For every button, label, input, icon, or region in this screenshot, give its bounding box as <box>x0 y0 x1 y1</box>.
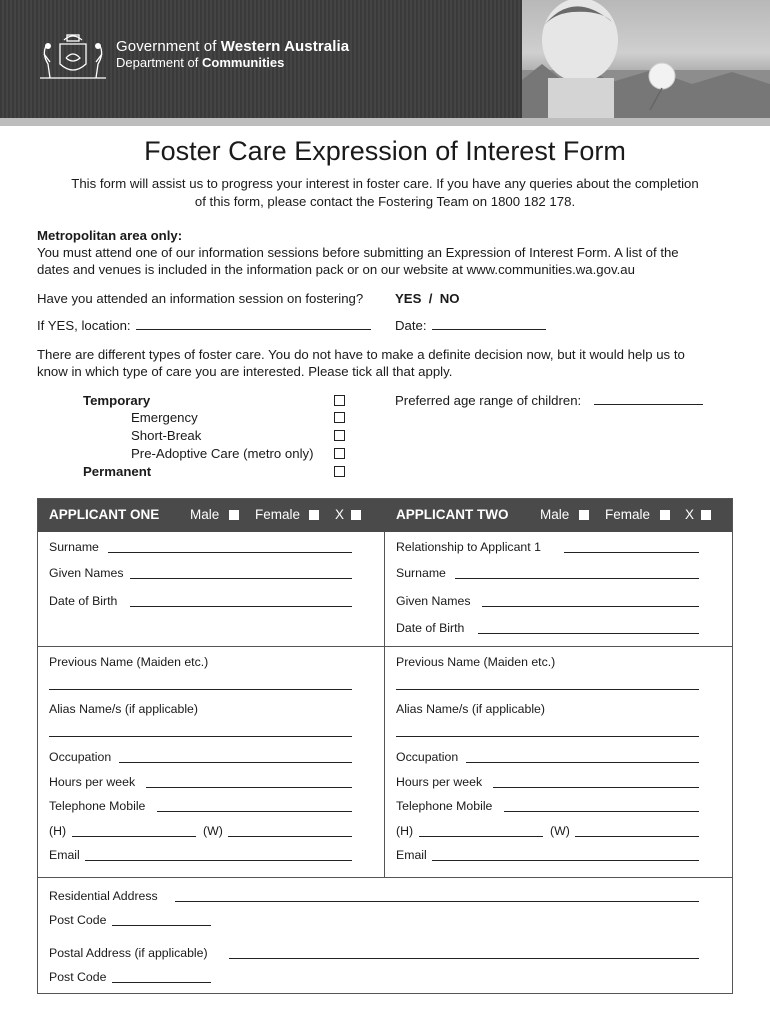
a1-dob-label: Date of Birth <box>49 594 118 608</box>
a1-given-names-label: Given Names <box>49 566 124 580</box>
applicant-two-heading: APPLICANT TWO <box>396 507 509 522</box>
post-code-label: Post Code <box>49 913 107 927</box>
applicant-one-male-label: Male <box>190 507 220 522</box>
government-title: Government of Western Australia <box>116 38 350 55</box>
applicant-one-female-label: Female <box>255 507 301 522</box>
a2-alias-label: Alias Name/s (if applicable) <box>396 702 545 716</box>
applicant-one-female-checkbox[interactable] <box>309 510 319 520</box>
page-title: Foster Care Expression of Interest Form <box>144 136 626 166</box>
applicant-two-female-label: Female <box>605 507 651 522</box>
a1-surname-field[interactable] <box>108 552 352 553</box>
a1-work-field[interactable] <box>228 836 352 837</box>
a1-surname-label: Surname <box>49 540 99 554</box>
applicant-two-x-label: X <box>685 507 695 522</box>
applicant-two-female-checkbox[interactable] <box>660 510 670 520</box>
applicant-two-male-checkbox[interactable] <box>579 510 589 520</box>
post-code-field[interactable] <box>112 925 211 926</box>
location-field[interactable] <box>136 329 371 330</box>
applicant-one-x-label: X <box>335 507 345 522</box>
temporary-label: Temporary <box>83 393 151 408</box>
a2-previous-name-field[interactable] <box>396 689 699 690</box>
column-divider <box>384 532 385 877</box>
residential-address-label: Residential Address <box>49 889 158 903</box>
session-yes-no[interactable]: YES / NO <box>395 291 460 306</box>
postal-post-code-field[interactable] <box>112 982 211 983</box>
a2-email-field[interactable] <box>432 860 699 861</box>
a1-dob-field[interactable] <box>130 606 352 607</box>
a2-occupation-field[interactable] <box>466 762 699 763</box>
a1-occupation-label: Occupation <box>49 750 112 764</box>
a2-surname-label: Surname <box>396 566 446 580</box>
a2-mobile-label: Telephone Mobile <box>396 799 493 813</box>
a1-mobile-label: Telephone Mobile <box>49 799 146 813</box>
a1-email-label: Email <box>49 848 80 862</box>
types-text-line2: know in which type of care you are interested. Please tick all that apply. <box>37 364 453 379</box>
a1-home-field[interactable] <box>72 836 196 837</box>
applicant-one-x-checkbox[interactable] <box>351 510 361 520</box>
a2-occupation-label: Occupation <box>396 750 459 764</box>
date-label: Date: <box>395 318 427 333</box>
a2-email-label: Email <box>396 848 427 862</box>
row-divider-2 <box>38 877 732 878</box>
a2-given-names-label: Given Names <box>396 594 471 608</box>
age-range-label: Preferred age range of children: <box>395 393 582 408</box>
a2-dob-field[interactable] <box>478 633 699 634</box>
header-divider <box>0 118 770 126</box>
metro-heading: Metropolitan area only: <box>37 228 183 243</box>
a2-previous-name-label: Previous Name (Maiden etc.) <box>396 655 556 669</box>
pre-adoptive-checkbox[interactable] <box>334 448 345 459</box>
a2-hours-field[interactable] <box>493 787 699 788</box>
wa-crest-logo <box>36 32 110 86</box>
applicant-two-male-label: Male <box>540 507 570 522</box>
a1-previous-name-field[interactable] <box>49 689 352 690</box>
short-break-label: Short-Break <box>131 428 202 443</box>
a1-hours-label: Hours per week <box>49 775 136 789</box>
a1-home-label: (H) <box>49 824 67 838</box>
a1-alias-field[interactable] <box>49 736 352 737</box>
applicant-one-male-checkbox[interactable] <box>229 510 239 520</box>
applicant-one-heading: APPLICANT ONE <box>49 507 160 522</box>
a1-previous-name-label: Previous Name (Maiden etc.) <box>49 655 209 669</box>
location-label: If YES, location: <box>37 318 131 333</box>
pre-adoptive-label: Pre-Adoptive Care (metro only) <box>131 446 314 461</box>
short-break-checkbox[interactable] <box>334 430 345 441</box>
session-question: Have you attended an information session on fostering? <box>37 291 364 306</box>
a2-alias-field[interactable] <box>396 736 699 737</box>
a2-relationship-field[interactable] <box>564 552 699 553</box>
a2-work-field[interactable] <box>575 836 699 837</box>
a2-work-label: (W) <box>550 824 570 838</box>
temporary-checkbox[interactable] <box>334 395 345 406</box>
department-title: Department of Communities <box>116 55 285 70</box>
a2-surname-field[interactable] <box>455 578 699 579</box>
applicant-table-header <box>38 499 732 532</box>
a2-mobile-field[interactable] <box>504 811 699 812</box>
a1-alias-label: Alias Name/s (if applicable) <box>49 702 198 716</box>
a1-mobile-field[interactable] <box>157 811 352 812</box>
postal-address-field[interactable] <box>229 958 699 959</box>
permanent-checkbox[interactable] <box>334 466 345 477</box>
row-divider-1 <box>38 646 732 647</box>
types-text-line1: There are different types of foster care. You do not have to make a definite decision now, but it would help us to <box>37 347 685 362</box>
a1-email-field[interactable] <box>85 860 352 861</box>
metro-text-line1: You must attend one of our information sessions before submitting an Expression of Interest Form. A list of the <box>37 245 679 260</box>
residential-address-field[interactable] <box>175 901 699 902</box>
applicant-two-x-checkbox[interactable] <box>701 510 711 520</box>
a2-dob-label: Date of Birth <box>396 621 465 635</box>
permanent-label: Permanent <box>83 464 152 479</box>
postal-post-code-label: Post Code <box>49 970 107 984</box>
a2-home-label: (H) <box>396 824 414 838</box>
header-photo-child-dandelion <box>522 0 770 118</box>
a1-occupation-field[interactable] <box>119 762 352 763</box>
emergency-label: Emergency <box>131 410 198 425</box>
a1-work-label: (W) <box>203 824 223 838</box>
postal-address-label: Postal Address (if applicable) <box>49 946 208 960</box>
date-field[interactable] <box>432 329 546 330</box>
a2-hours-label: Hours per week <box>396 775 483 789</box>
applicant-table <box>37 498 733 994</box>
intro-text: This form will assist us to progress your interest in foster care. If you have any queries about the completion of this form, please contact the Fostering Team on 1800 182 178. <box>71 176 699 209</box>
age-range-field[interactable] <box>594 404 703 405</box>
a2-home-field[interactable] <box>419 836 543 837</box>
a1-given-names-field[interactable] <box>130 578 352 579</box>
a2-relationship-label: Relationship to Applicant 1 <box>396 540 541 554</box>
a2-given-names-field[interactable] <box>482 606 699 607</box>
emergency-checkbox[interactable] <box>334 412 345 423</box>
metro-text-line2: dates and venues is included in the information pack or on our website at www.communities.wa.gov.au <box>37 262 635 277</box>
a1-hours-field[interactable] <box>146 787 352 788</box>
